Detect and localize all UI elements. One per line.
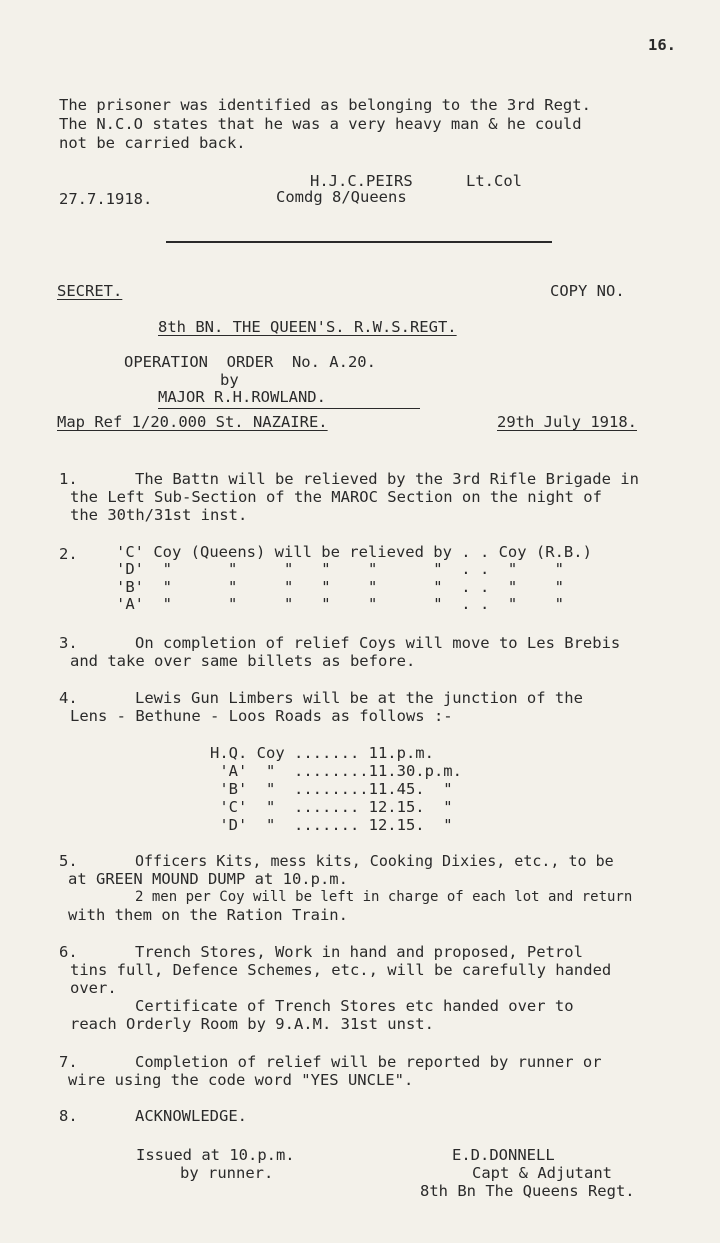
secret-label: SECRET. — [57, 282, 123, 300]
para-6-line-1: Trench Stores, Work in hand and proposed, Petrol — [135, 943, 583, 961]
para-4-number: 4. — [59, 689, 78, 707]
relief-row-a: 'A' " " " " " " . . " " — [116, 595, 564, 613]
relief-row-c: 'C' Coy (Queens) will be relieved by . . Coy (R.B.) — [116, 543, 592, 561]
para-6-line-2: tins full, Defence Schemes, etc., will be carefully handed — [70, 961, 612, 979]
map-reference: Map Ref 1/20.000 St. NAZAIRE. — [57, 413, 328, 431]
order-author: MAJOR R.H.ROWLAND. — [158, 388, 326, 406]
para-6-number: 6. — [59, 943, 78, 961]
intro-date: 27.7.1918. — [59, 190, 153, 208]
para-7-number: 7. — [59, 1053, 78, 1071]
para-1-number: 1. — [59, 470, 78, 488]
para-6-line-5: reach Orderly Room by 9.A.M. 31st unst. — [70, 1015, 434, 1033]
limber-schedule-hq: H.Q. Coy ....... 11.p.m. — [210, 744, 434, 762]
limber-schedule-c: 'C' " ....... 12.15. " — [210, 798, 453, 816]
para-7-line-1: Completion of relief will be reported by runner or — [135, 1053, 602, 1071]
para-4-line-1: Lewis Gun Limbers will be at the junction of the — [135, 689, 583, 707]
acknowledge-text: ACKNOWLEDGE. — [135, 1107, 247, 1125]
issued-method: by runner. — [180, 1164, 274, 1182]
intro-signer-name: H.J.C.PEIRS — [310, 172, 413, 190]
order-by: by — [220, 371, 239, 389]
limber-schedule-a: 'A' " ........11.30.p.m. — [210, 762, 462, 780]
issued-time: Issued at 10.p.m. — [136, 1146, 295, 1164]
intro-signer-unit: Comdg 8/Queens — [276, 188, 407, 206]
para-8-number: 8. — [59, 1107, 78, 1125]
footer-signer-name: E.D.DONNELL — [452, 1146, 555, 1164]
para-1-line-1: The Battn will be relieved by the 3rd Rifle Brigade in — [135, 470, 639, 488]
para-5-number: 5. — [59, 852, 78, 870]
para-5-line-2: at GREEN MOUND DUMP at 10.p.m. — [68, 870, 348, 888]
para-1-line-2: the Left Sub-Section of the MAROC Section on the night of — [70, 488, 602, 506]
order-date: 29th July 1918. — [497, 413, 637, 431]
para-5-line-1: Officers Kits, mess kits, Cooking Dixies, etc., to be — [135, 852, 614, 870]
para-5-line-4: with them on the Ration Train. — [68, 906, 348, 924]
page-number: 16. — [648, 36, 676, 54]
author-underline — [158, 408, 420, 409]
para-3-line-1: On completion of relief Coys will move to Les Brebis — [135, 634, 621, 652]
intro-line-3: not be carried back. — [59, 134, 246, 152]
intro-line-1: The prisoner was identified as belonging to the 3rd Regt. — [59, 96, 591, 114]
para-5-line-3: 2 men per Coy will be left in charge of each lot and return — [135, 889, 633, 905]
para-7-line-2: wire using the code word "YES UNCLE". — [68, 1071, 414, 1089]
limber-schedule-b: 'B' " ........11.45. " — [210, 780, 453, 798]
para-4-line-2: Lens - Bethune - Loos Roads as follows :- — [70, 707, 453, 725]
order-title: OPERATION ORDER No. A.20. — [124, 353, 376, 371]
intro-line-2: The N.C.O states that he was a very heavy man & he could — [59, 115, 582, 133]
relief-row-d: 'D' " " " " " " . . " " — [116, 560, 564, 578]
para-6-line-4: Certificate of Trench Stores etc handed over to — [135, 997, 574, 1015]
para-1-line-3: the 30th/31st inst. — [70, 506, 248, 524]
separator-line — [166, 241, 552, 243]
footer-signer-unit: 8th Bn The Queens Regt. — [420, 1182, 635, 1200]
para-3-number: 3. — [59, 634, 78, 652]
para-3-line-2: and take over same billets as before. — [70, 652, 416, 670]
footer-signer-title: Capt & Adjutant — [472, 1164, 612, 1182]
para-2-number: 2. — [59, 545, 78, 563]
intro-signer-rank: Lt.Col — [466, 172, 522, 190]
relief-row-b: 'B' " " " " " " . . " " — [116, 578, 564, 596]
para-6-line-3: over. — [70, 979, 117, 997]
copy-no-label: COPY NO. — [550, 282, 625, 300]
unit-title: 8th BN. THE QUEEN'S. R.W.S.REGT. — [158, 318, 457, 336]
limber-schedule-d: 'D' " ....... 12.15. " — [210, 816, 453, 834]
